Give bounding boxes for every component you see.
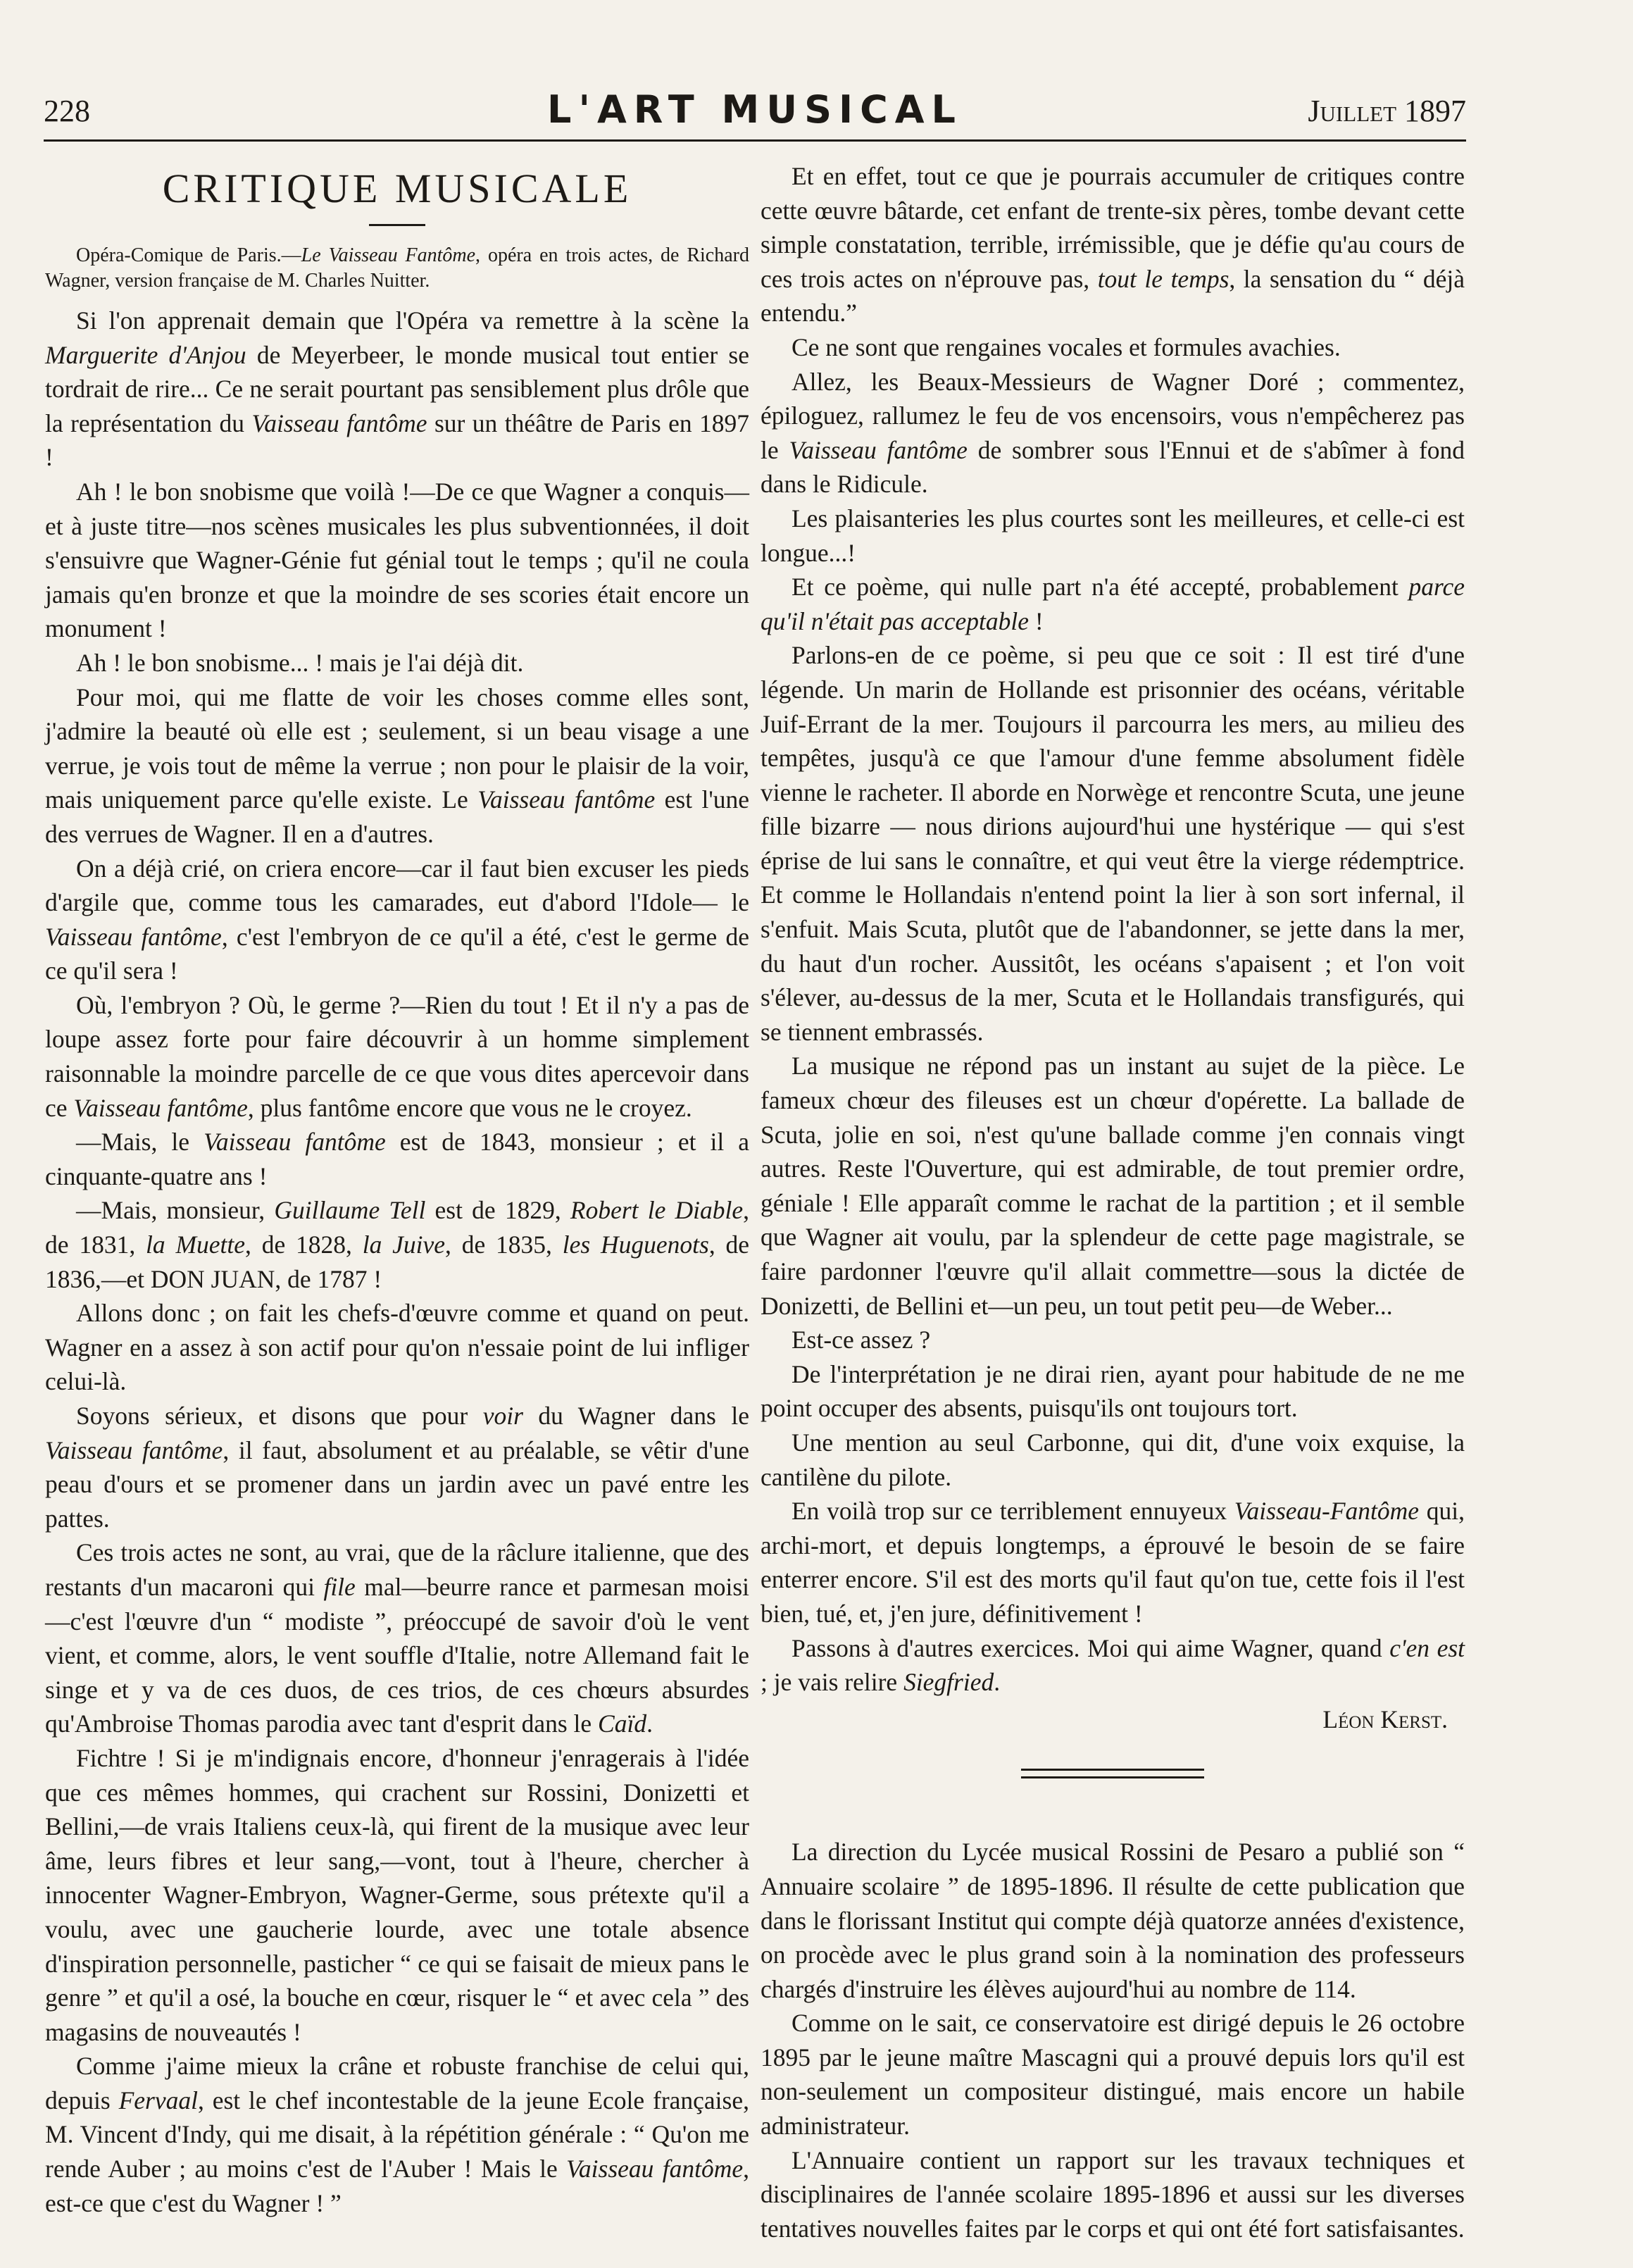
paragraph bbox=[761, 1494, 1465, 1631]
paragraph bbox=[45, 2049, 749, 2220]
text-run: Allons donc ; on fait les chefs-d'œuvre comme et quand on peut. Wagner en a assez à son actif pour qu'on n'essaie point de lui infliger celui-là. bbox=[45, 1299, 749, 1396]
section-title: CRITIQUE MUSICALE bbox=[162, 166, 632, 211]
italic-text: la Juive bbox=[362, 1230, 446, 1259]
paragraph bbox=[45, 1535, 749, 1741]
italic-text: Vaisseau fantôme bbox=[73, 1093, 248, 1122]
text-run: On a déjà crié, on criera encore—car il faut bien excuser les pieds d'argile que, comme tous les camarades, eut d'abord l'Idole— le bbox=[45, 854, 749, 917]
italic-text: voir bbox=[482, 1402, 523, 1430]
text-run: . bbox=[646, 1709, 653, 1738]
paragraph bbox=[761, 159, 1465, 330]
text-run: Les plaisanteries les plus courtes sont les meilleures, et celle-ci est longue...! bbox=[761, 504, 1465, 567]
journal-title: L'ART MUSICAL bbox=[547, 87, 963, 132]
title-rule bbox=[369, 224, 425, 226]
text-run: , plus fantôme encore que vous ne le croyez. bbox=[247, 1093, 692, 1122]
paragraph bbox=[761, 2006, 1465, 2143]
author-signature: Léon Kerst. bbox=[1322, 1705, 1448, 1733]
text-run: —Mais, le bbox=[76, 1128, 204, 1157]
text-run: La musique ne répond pas un instant au sujet de la pièce. Le fameux chœur des fileuses est un chœur d'opérette. La ballade de Scuta, jolie en soi, n'est qu'une ballade comme j'en connais vingt autres. Reste l'Ouverture, qui est admirable, de tout premier ordre, géniale ! Elle apparaît comme le rachat de la partition ; et il semble que Wagner ait voulu, par la splendeur de cette page magistrale, se faire pardonner l'œuvre qu'il allait commettre—sous la dictée de Donizetti, de Bellini et—un peu, un tout petit peu—de Weber... bbox=[761, 1052, 1465, 1320]
paragraph bbox=[761, 1426, 1465, 1494]
text-run: Comme j'aime mieux la crâne et robuste franchise de celui qui, depuis bbox=[45, 2052, 749, 2114]
text-run: mal—beurre rance et parmesan moisi—c'est l'œuvre d'un “ modiste ”, préoccupé de savoir d'où le vent vient, et comme, alors, le vent souffle d'Italie, notre Allemand fait le singe et y va de ces duos, de ces trios, de ces chœurs absurdes qu'Ambroise Thomas parodia avec tant d'esprit dans le bbox=[45, 1572, 749, 1738]
text-run: Parlons-en de ce poème, si peu que ce soit : Il est tiré d'une légende. Un marin de Hollande est prisonnier des océans, véritable Juif-Errant de la mer. Toujours il parcourra les mers, au milieu des tempêtes, jusqu'à ce que l'amour d'une femme absolument fidèle vienne le racheter. Il aborde en Norwège et rencontre Scuta, une jeune fille bizarre — nous dirions aujourd'hui une hystérique — qui s'est éprise de lui sans le connaître, et qui veut être la vierge rédemptrice. Et comme le Hollandais n'entend point la lier à son sort infernal, il s'enfuit. Mais Scuta, plutôt que de l'abandonner, se jette dans la mer, du haut d'un rocher. Aussitôt, les océans s'apaisent ; et l'on voit s'élever, au-dessus de la mer, Scuta et le Hollandais transfigurés, qui se tiennent embrassés. bbox=[761, 641, 1465, 1046]
left-column-body bbox=[45, 304, 749, 2220]
italic-text: parce qu'il n'était pas acceptable bbox=[761, 573, 1465, 635]
text-run: , de 1836,—et DON JUAN, de 1787 ! bbox=[45, 1230, 750, 1293]
paragraph bbox=[45, 1296, 749, 1399]
text-run: En voilà trop sur ce terriblement ennuyeux bbox=[792, 1497, 1234, 1526]
text-run: De l'interprétation je ne dirai rien, ayant pour habitude de ne me point occuper des absents, puisqu'ils ont toujours tort. bbox=[761, 1359, 1465, 1423]
paragraph bbox=[761, 2143, 1465, 2246]
italic-text: tout le temps bbox=[1097, 264, 1230, 293]
text-run: sur un théâtre de Paris en 1897 ! bbox=[45, 409, 750, 472]
text-run: , de 1828, bbox=[245, 1230, 363, 1259]
paragraph bbox=[761, 570, 1465, 638]
italic-text: Robert le Diable bbox=[570, 1196, 744, 1225]
paragraph bbox=[761, 501, 1465, 570]
text-run: Si l'on apprenait demain que l'Opéra va remettre à la scène la bbox=[76, 306, 749, 335]
header-rule bbox=[44, 139, 1466, 142]
page-number: 228 bbox=[44, 94, 90, 128]
paragraph bbox=[761, 1631, 1465, 1700]
paragraph bbox=[761, 1835, 1465, 2006]
text-run: , il faut, absolument et au préalable, se vêtir d'une peau d'ours et se promener dans un jardin avec un pavé entre les pattes. bbox=[45, 1435, 749, 1533]
headnote-prefix: Opéra-Comique de Paris.— bbox=[76, 244, 301, 266]
italic-text: Caïd bbox=[598, 1709, 647, 1738]
italic-text: Vaisseau fantôme bbox=[45, 922, 222, 951]
headnote-suffix: , opéra en trois actes, de Richard Wagner, version française de M. Charles Nuitter. bbox=[45, 244, 749, 292]
italic-text: Vaisseau-Fantôme bbox=[1234, 1497, 1420, 1526]
right-column-body bbox=[761, 159, 1465, 1700]
paragraph bbox=[45, 852, 749, 988]
italic-text: file bbox=[323, 1572, 356, 1601]
text-run: Soyons sérieux, et disons que pour bbox=[76, 1402, 483, 1430]
right-column bbox=[761, 159, 1465, 2245]
text-run: Ah ! le bon snobisme... ! mais je l'ai déjà dit. bbox=[76, 648, 524, 677]
paragraph bbox=[761, 1357, 1465, 1426]
text-run: Une mention au seul Carbonne, qui dit, d'une voix exquise, la cantilène du pilote. bbox=[761, 1428, 1465, 1491]
italic-text: Vaisseau fantôme bbox=[251, 409, 427, 437]
paragraph bbox=[45, 1399, 749, 1535]
text-run: , de 1835, bbox=[445, 1230, 563, 1259]
text-run: Comme on le sait, ce conservatoire est dirigé depuis le 26 octobre 1895 par le jeune maître Mascagni qui a prouvé depuis lors qu'il est non-seulement un compositeur distingué, mais encore un habile administrateur. bbox=[761, 2009, 1465, 2141]
text-run: Ah ! le bon snobisme que voilà !—De ce que Wagner a conquis—et à juste titre—nos scènes musicales les plus subventionnées, il doit s'ensuivre que Wagner-Génie fut génial tout le temps ; qu'il ne coula jamais qu'en bronze et que la moindre de ses scories était encore un monument ! bbox=[45, 477, 749, 643]
left-column bbox=[45, 159, 749, 2220]
paragraph bbox=[45, 988, 749, 1125]
paragraph bbox=[45, 680, 749, 852]
italic-text: la Muette bbox=[146, 1230, 246, 1259]
text-run: est de 1843, monsieur ; et il a cinquante-quatre ans ! bbox=[45, 1128, 750, 1190]
text-run: Et ce poème, qui nulle part n'a été accepté, probablement bbox=[792, 573, 1409, 602]
paragraph bbox=[45, 475, 749, 646]
text-run: du Wagner dans le bbox=[523, 1402, 749, 1430]
text-run: , est-ce que c'est du Wagner ! ” bbox=[45, 2155, 750, 2217]
text-run: est de 1829, bbox=[425, 1196, 570, 1225]
italic-text: Vaisseau fantôme bbox=[566, 2155, 744, 2183]
text-run: ! bbox=[1028, 606, 1044, 635]
text-run: de Meyerbeer, le monde musical tout entier se tordrait de rire... Ce ne serait pourtant pas sensiblement plus drôle que la représentation du bbox=[45, 340, 749, 437]
text-run: , est le chef incontestable de la jeune Ecole française, M. Vincent d'Indy, qui me disait, à la répétition générale : “ Qu'on me rende Auber ; au moins c'est de l'Auber ! Mais le bbox=[45, 2086, 749, 2183]
italic-text: Vaisseau fantôme bbox=[45, 1435, 223, 1464]
text-run: Passons à d'autres exercices. Moi qui aime Wagner, quand bbox=[792, 1633, 1390, 1662]
news-item-body bbox=[761, 1835, 1465, 2245]
paragraph bbox=[761, 365, 1465, 501]
section-divider bbox=[1021, 1769, 1204, 1778]
text-run: , de 1831, bbox=[45, 1196, 750, 1259]
text-run: Ces trois actes ne sont, au vrai, que de la râclure italienne, que des restants d'un macaroni qui bbox=[45, 1538, 749, 1601]
text-run: Où, l'embryon ? Où, le germe ?—Rien du tout ! Et il n'y a pas de loupe assez forte pour faire découvrir à un homme simplement raisonnable la moindre parcelle de ce que vous dites apercevoir dans ce bbox=[45, 990, 749, 1122]
text-run: L'Annuaire contient un rapport sur les travaux techniques et disciplinaires de l'année scolaire 1895-1896 et aussi sur les diverses tentatives nouvelles faites par le corps et qui ont été fort satisfaisantes. bbox=[761, 2145, 1465, 2243]
text-run: Ce ne sont que rengaines vocales et formules avachies. bbox=[792, 332, 1341, 361]
text-run: qui, archi-mort, et depuis longtemps, a éprouvé le besoin de se faire enterrer encore. S'il est des morts qu'il faut qu'on tue, cette fois il l'est bien, tué, et, j'en jure, définitivement ! bbox=[761, 1497, 1465, 1628]
headnote-work-title: Le Vaisseau Fantôme bbox=[301, 244, 476, 266]
italic-text: Fervaal bbox=[118, 2086, 198, 2114]
text-run: , c'est l'embryon de ce qu'il a été, c'est le germe de ce qu'il sera ! bbox=[45, 922, 749, 985]
italic-text: Vaisseau fantôme bbox=[477, 785, 656, 814]
paragraph bbox=[761, 1049, 1465, 1323]
text-run: Fichtre ! Si je m'indignais encore, d'honneur j'enragerais à l'idée que ces mêmes hommes, qui crachent sur Rossini, Donizetti et Bellini,—de vrais Italiens ceux-là, qui firent de la musique avec leur âme, leurs fibres et leur sang,—vont, tout à l'heure, chercher à innocenter Wagner-Embryon, Wagner-Germe, sous prétexte qu'il a voulu, avec une gaucherie lourde, avec une totale absence d'inspiration personnelle, pasticher “ ce qui se faisait de mieux pans le genre ” et qu'il a osé, la bouche en cœur, risquer le “ et avec cela ” des magasins de nouveautés ! bbox=[45, 1743, 749, 2046]
paragraph bbox=[45, 1125, 749, 1193]
text-run: Allez, les Beaux-Messieurs de Wagner Doré ; commentez, épiloguez, rallumez le feu de vos encensoirs, vous n'empêcherez pas le bbox=[761, 367, 1465, 464]
paragraph bbox=[761, 638, 1465, 1049]
text-run: —Mais, monsieur, bbox=[76, 1196, 275, 1225]
paragraph bbox=[45, 646, 749, 680]
italic-text: c'en est bbox=[1389, 1633, 1465, 1662]
italic-text: Vaisseau fantôme bbox=[204, 1128, 386, 1157]
italic-text: les Huguenots bbox=[562, 1230, 709, 1259]
italic-text: Guillaume Tell bbox=[274, 1196, 426, 1225]
text-run: Est-ce assez ? bbox=[792, 1326, 931, 1354]
issue-date: Juillet 1897 bbox=[1308, 94, 1466, 128]
italic-text: Siegfried bbox=[903, 1668, 994, 1697]
article-headnote bbox=[45, 243, 749, 294]
text-run: est l'une des verrues de Wagner. Il en a d'autres. bbox=[45, 785, 750, 848]
paragraph bbox=[45, 1193, 749, 1296]
text-run: La direction du Lycée musical Rossini de Pesaro a publié son “ Annuaire scolaire ” de 1895-1896. Il résulte de cette publication que dans le florissant Institut qui compte déjà quatorze années d'existence, on procède avec le plus grand soin à la nomination des professeurs chargés d'instruire les élèves aujourd'hui au nombre de 114. bbox=[761, 1838, 1465, 2003]
text-run: , la sensation du “ déjà entendu.” bbox=[761, 264, 1465, 328]
text-run: ; je vais relire bbox=[761, 1668, 904, 1697]
text-run: . bbox=[994, 1668, 1001, 1697]
paragraph bbox=[45, 1741, 749, 2049]
running-head bbox=[44, 87, 1466, 137]
text-run: Pour moi, qui me flatte de voir les choses comme elles sont, j'admire la beauté où elle est ; seulement, si un beau visage a une verrue, je vois tout de même la verrue ; non pour le plaisir de la voir, mais uniquement parce qu'elle existe. Le bbox=[45, 683, 749, 814]
text-run: de sombrer sous l'Ennui et de s'abîmer à fond dans le Ridicule. bbox=[761, 435, 1465, 499]
italic-text: Marguerite d'Anjou bbox=[45, 340, 246, 369]
paragraph bbox=[45, 304, 749, 475]
italic-text: Vaisseau fantôme bbox=[789, 435, 968, 464]
text-run: Et en effet, tout ce que je pourrais accumuler de critiques contre cette œuvre bâtarde, cet enfant de trente-six pères, tombe devant cette simple constatation, terrible, irrémissible, que je défie qu'au cours de ces trois actes on n'éprouve pas, bbox=[761, 162, 1465, 293]
paragraph bbox=[761, 330, 1465, 365]
paragraph bbox=[761, 1323, 1465, 1357]
